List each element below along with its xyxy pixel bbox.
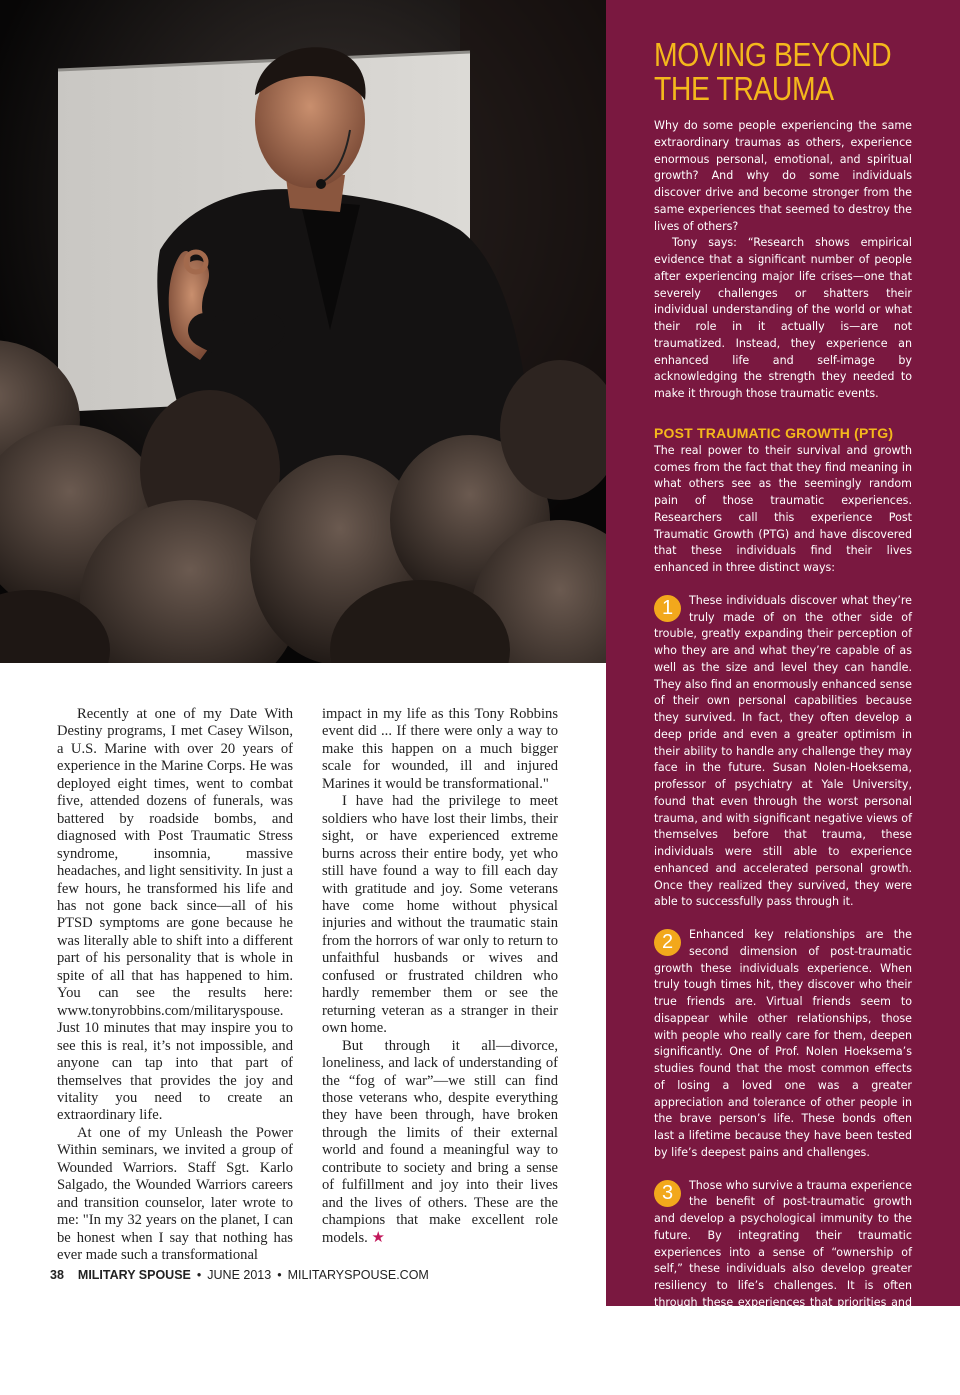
footer-separator: • <box>277 1268 281 1282</box>
growth-item-2 <box>654 927 912 1162</box>
number-circle-3: 3 <box>654 1180 681 1207</box>
page-number: 38 <box>50 1268 64 1282</box>
growth-item-text: Enhanced key relationships are the second dimension of post-traumatic growth these individuals experience. When truly tough times hit, they discover who their true friends are. Virtual friends seem to disappear while other relationships, those with people who really care for them, deepen significantly. One of Prof. Nolen Hoeksema’s studies found that the most common effects of losing a loved one was a greater appreciation and tolerance of other people in the brave person’s life. These bonds often last a lifetime because they have been tested by life’s deepest pains and challenges. <box>654 927 912 1162</box>
sidebar-title-line1: MOVING BEYOND <box>654 36 891 73</box>
sidebar-paragraph: Tony says: “Research shows empirical evidence that a significant number of people after experiencing major life crises—one that severely challenges or shatters their individual understanding of the world or what their role in it actually is—are not traumatized. Instead, they experience an enhanced life and self-image by acknowledging the strength they needed to make it through those traumatic events. <box>654 235 912 403</box>
sidebar-title <box>654 38 912 106</box>
body-paragraph: I have had the privilege to meet soldiers who have lost their limbs, their sight, or have experienced extreme burns across their entire body, yet who still have found a way to fill each day with gratitude and joy. Some veterans have come home without physical injuries and without the traumatic stain from the horrors of war only to return to unfaithful husbands or wives and confused or frustrated children who hardly remember them or see the returning veteran as a stranger in their own home. <box>322 793 558 1037</box>
footer-separator: • <box>197 1268 201 1282</box>
sidebar-intro <box>654 118 912 403</box>
issue-date: JUNE 2013 <box>207 1268 271 1282</box>
end-star-icon: ★ <box>371 1230 384 1246</box>
sidebar-title-line2: THE TRAUMA <box>654 70 834 107</box>
body-paragraph-continued: impact in my life as this Tony Robbins event did ... If there were only a way to make this happen on a much bigger scale for wounded, ill and injured Marines it would be transformational." <box>322 706 558 793</box>
sidebar-panel <box>606 0 960 1306</box>
growth-item-text: These individuals discover what they’re truly made of on the other side of trouble, greatly expanding their perception of who they are and what they’re capable of as well as the size and level they can handle. They also find an enormously enhanced sense of their own personal capabilities because they survived. In fact, they often develop a deep pride and even a greater optimism in their ability to handle any challenge they may face in the future. Susan Nolen-Hoeksema, professor of psychiatry at Yale University, found that even through the worst personal trauma, and with significant negative views of themselves before that trauma, these individuals were still able to experience enhanced and accelerated personal growth. Once they realized they survived, they were able to successfully pass through it. <box>654 593 912 911</box>
speaker-photo <box>0 0 606 663</box>
sidebar-content <box>654 38 912 1395</box>
body-paragraph-last <box>322 1038 558 1247</box>
sidebar-paragraph: The real power to their survival and growth comes from the fact that they find meaning in what others see as the seemingly random pain of those traumatic experiences. Researchers call this experience Post Traumatic Growth (PTG) and have discovered that these individuals find their lives enhanced in three distinct ways: <box>654 443 912 577</box>
body-column-1 <box>57 706 293 1265</box>
sidebar-paragraph: Why do some people experiencing the same extraordinary traumas as others, experience enormous personal, emotional, and spiritual growth? And why do some individuals discover drive and become stronger from the same experiences that seemed to destroy the lives of others? <box>654 118 912 235</box>
growth-item-1 <box>654 593 912 911</box>
body-paragraph-text: But through it all—divorce, loneliness, and lack of understanding of the “fog of war”—we still can find those veterans who, despite everything they have been through, have broken through the limits of their external world and found a meaningful way to contribute to society and bring a sense of fulfillment and joy into their lives and the lives of others. These are the champions that make excellent role models. <box>322 1038 558 1246</box>
body-column-2 <box>322 706 558 1247</box>
website-link[interactable]: MILITARYSPOUSE.COM <box>288 1268 429 1282</box>
body-paragraph: Recently at one of my Date With Destiny programs, I met Casey Wilson, a U.S. Marine with over 20 years of experience in the Marine Corps. He was deployed eight times, went to combat five, attended dozens of funerals, was battered by roadside bombs, and diagnosed with Post Traumatic Stress syndrome, insomnia, massive headaches, and light sensitivity. In just a few hours, he transformed his life and has not gone back since—all of his PTSD symptoms are gone because he was literally able to shift into a different part of his personality that is whole in spite of all that has happened to him. You can see the results here: www.tonyrobbins.com/militaryspouse. Just 10 minutes that may inspire you to see this is real, it’s not impossible, and anyone can tap into that part of themselves that provides the joy and vitality you need to create an extraordinary life. <box>57 706 293 1125</box>
growth-item-3 <box>654 1178 912 1395</box>
speaker-photo-illustration <box>0 0 606 663</box>
number-circle-2: 2 <box>654 929 681 956</box>
sidebar-subheading: POST TRAUMATIC GROWTH (PTG) <box>654 425 912 441</box>
sidebar-ptg-text <box>654 443 912 577</box>
body-paragraph: At one of my Unleash the Power Within seminars, we invited a group of Wounded Warriors. Staff Sgt. Karlo Salgado, the Wounded Warriors careers and transition counselor, later wrote to me: "In my 32 years on the planet, I can be honest when I say that nothing has ever made such a transformational <box>57 1125 293 1265</box>
page-footer <box>50 1268 429 1282</box>
number-circle-1: 1 <box>654 595 681 622</box>
magazine-name: MILITARY SPOUSE <box>78 1268 191 1282</box>
growth-item-text: Those who survive a trauma experience the benefit of post-traumatic growth and develop a psychological immunity to the future. By integrating their traumatic experiences into a sense of “ownership of self,” these individuals also develop greater resiliency to life’s challenges. It is often through these experiences that priorities and philosophies about their current life are changed, allowing them to feel more certain that they can face the future—work and taxes can seem very small especially after facing life and death circumstances day after day. <box>654 1178 912 1395</box>
